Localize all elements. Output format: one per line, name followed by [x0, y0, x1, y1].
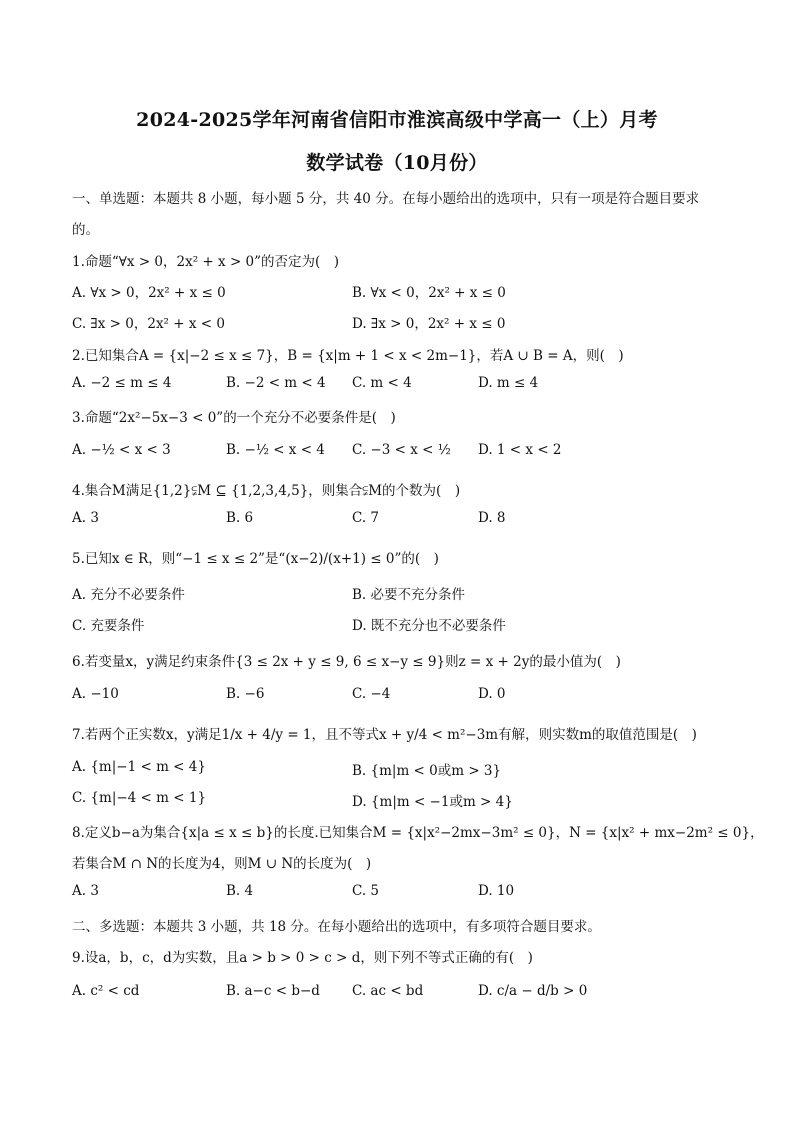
- q8-option-d: D. 10: [478, 883, 515, 899]
- exam-title: 2024-2025学年河南省信阳市淮滨高级中学高一（上）月考: [136, 109, 658, 131]
- q5-option-d: D. 既不充分也不必要条件: [352, 618, 506, 634]
- q8-stem-cont: 若集合M ∩ N的长度为4，则M ∪ N的长度为( ): [72, 856, 372, 872]
- q5-option-b: B. 必要不充分条件: [352, 587, 466, 603]
- q3-option-d: D. 1 < x < 2: [478, 442, 562, 458]
- q4-option-b: B. 6: [226, 510, 254, 526]
- q9-stem: 9.设a，b，c，d为实数，且a > b > 0 > c > d，则下列不等式正确的有( ): [72, 950, 533, 966]
- q9-option-b: B. a−c < b−d: [226, 983, 320, 999]
- q3-stem: 3.命题“2x²−5x−3 < 0”的一个充分不必要条件是( ): [72, 410, 396, 426]
- q1-option-b: B. ∀x < 0，2x² + x ≤ 0: [352, 285, 506, 301]
- q7-stem: 7.若两个正实数x，y满足1/x + 4/y = 1，且不等式x + y/4 < m²−3m有解，则实数m的取值范围是( ): [72, 727, 697, 743]
- q2-option-c: C. m < 4: [352, 375, 412, 391]
- q4-option-d: D. 8: [478, 510, 506, 526]
- q6-option-c: C. −4: [352, 686, 391, 702]
- q5-option-c: C. 充要条件: [72, 618, 145, 634]
- q5-option-a: A. 充分不必要条件: [72, 587, 185, 603]
- q7-option-a: A. {m|−1 < m < 4}: [72, 759, 206, 775]
- q8-option-c: C. 5: [352, 883, 380, 899]
- q1-option-c: C. ∃x > 0，2x² + x < 0: [72, 316, 225, 332]
- q7-option-b: B. {m|m < 0或m > 3}: [352, 763, 502, 779]
- q1-option-a: A. ∀x > 0，2x² + x ≤ 0: [72, 285, 226, 301]
- q2-option-d: D. m ≤ 4: [478, 375, 539, 391]
- q6-option-a: A. −10: [72, 686, 119, 702]
- q3-option-a: A. −½ < x < 3: [72, 442, 171, 458]
- q3-option-b: B. −½ < x < 4: [226, 442, 325, 458]
- q7-option-c: C. {m|−4 < m < 1}: [72, 790, 207, 806]
- q2-stem: 2.已知集合A = {x|−2 ≤ x ≤ 7}，B = {x|m + 1 < x < 2m−1}，若A ∪ B = A，则( ): [72, 348, 624, 364]
- q1-stem: 1.命题“∀x > 0，2x² + x > 0”的否定为( ): [72, 254, 340, 270]
- q4-option-c: C. 7: [352, 510, 380, 526]
- q9-option-c: C. ac < bd: [352, 983, 424, 999]
- q6-option-d: D. 0: [478, 686, 506, 702]
- q1-option-d: D. ∃x > 0，2x² + x ≤ 0: [352, 316, 506, 332]
- q9-option-d: D. c/a − d/b > 0: [478, 983, 588, 999]
- section1-heading-cont: 的。: [72, 222, 99, 238]
- q9-option-a: A. c² < cd: [72, 983, 140, 999]
- q2-option-a: A. −2 ≤ m ≤ 4: [72, 375, 172, 391]
- section1-heading: 一、单选题：本题共 8 小题，每小题 5 分，共 40 分。在每小题给出的选项中，只有一项是符合题目要求: [72, 191, 700, 207]
- q6-option-b: B. −6: [226, 686, 265, 702]
- q6-stem: 6.若变量x，y满足约束条件{3 ≤ 2x + y ≤ 9, 6 ≤ x−y ≤ 9}则z = x + 2y的最小值为( ): [72, 654, 621, 670]
- q8-option-a: A. 3: [72, 883, 99, 899]
- q4-stem: 4.集合M满足{1,2}⫋M ⊆ {1,2,3,4,5}，则集合⫋M的个数为( ): [72, 483, 461, 499]
- q7-option-d: D. {m|m < −1或m > 4}: [352, 794, 513, 810]
- q4-option-a: A. 3: [72, 510, 99, 526]
- q5-stem: 5.已知x ∈ R，则“−1 ≤ x ≤ 2”是“(x−2)/(x+1) ≤ 0”的( ): [72, 551, 439, 567]
- exam-subtitle: 数学试卷（10月份）: [306, 152, 488, 174]
- q8-stem: 8.定义b−a为集合{x|a ≤ x ≤ b}的长度.已知集合M = {x|x²−2mx−3m² ≤ 0}，N = {x|x² + mx−2m² ≤ 0}，: [72, 825, 764, 841]
- q2-option-b: B. −2 < m < 4: [226, 375, 326, 391]
- q8-option-b: B. 4: [226, 883, 254, 899]
- q3-option-c: C. −3 < x < ½: [352, 442, 451, 458]
- section2-heading: 二、多选题：本题共 3 小题，共 18 分。在每小题给出的选项中，有多项符合题目要求。: [72, 919, 601, 935]
